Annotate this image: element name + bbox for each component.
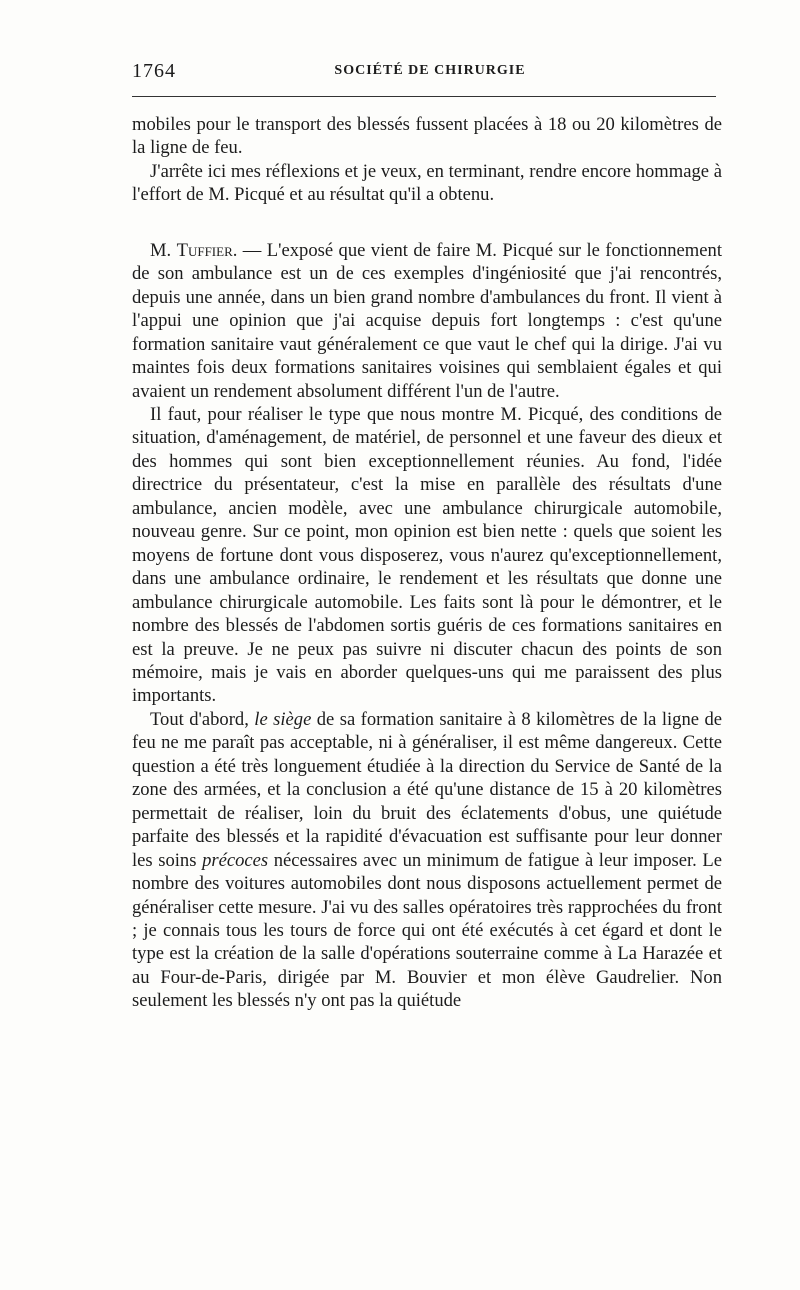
paragraph-conditions: Il faut, pour réaliser le type que nous montre M. Picqué, des conditions de situation, d'aménagement, de matériel, de personnel et une faveur des dieux et des hommes qui sont bien exceptionnellement réunies. Au fond, l'idée directrice du présentateur, c'est la mise en parallèle des résultats d'une ambulance, ancien modèle, avec une ambulance chirurgicale automobile, nouveau genre. Sur ce point, mon opinion est bien nette : quels que soient les moyens de fortune dont vous disposerez, vous n'aurez qu'exceptionnellement, dans une ambulance ordinaire, le rendement et les résultats que donne une ambulance chirurgicale automobile. Les faits sont là pour le démontrer, et le nombre des blessés de l'abdomen sortis guéris de ces formations sanitaires en est la preuve. Je ne peux pas suivre ni discuter chacun des points de son mémoire, mais je vais en aborder quelques-uns qui me paraissent des plus importants. [132,403,722,707]
paragraph-siege [132,708,722,1013]
paragraph-continuation: mobiles pour le transport des blessés fussent placées à 18 ou 20 kilomètres de la ligne de feu. [132,114,722,159]
speaker-prefix: M. [150,239,177,261]
paragraph-text: L'exposé que vient de faire M. Picqué sur le fonctionnement de son ambulance est un de ces exemples d'ingéniosité que j'ai rencontrés, depuis une année, dans un bien grand nombre d'ambulances du front. Il vient à l'appui une opinion que j'ai acquise depuis fort longtemps : c'est qu'une formation sanitaire vaut généralement ce que vaut le chef qui la dirige. J'ai vu maintes fois deux formations sanitaires voisines qui semblaient égales et qui avaient un rendement absolument différent l'un de l'autre. [132,239,722,402]
paragraph-text-segment: nécessaires avec un minimum de fatigue à leur imposer. Le nombre des voitures automobiles dont nous disposons actuellement permet de généraliser cette mesure. J'ai vu des salles opératoires très rapprochées du front ; je connais tous les tours de force qui ont été exécutés à cet égard et dont le type est la création de la salle d'opérations souterraine comme à La Harazée et au Four-de-Paris, dirigée par M. Bouvier et mon élève Gaudrelier. Non seulement les blessés n'y ont pas la quiétude [132,849,723,1012]
paragraph-tuffier-intervention [132,239,722,403]
running-head: SOCIÉTÉ DE CHIRURGIE [334,63,526,78]
speaker-name: Tuffier [176,239,233,261]
section-gap [132,207,722,239]
italic-precoces: précoces [202,849,269,871]
italic-le-siege: le siège [254,708,312,730]
page-number: 1764 [132,60,176,82]
paragraph-text-segment: Tout d'abord, [150,708,255,730]
speaker-suffix: . — [232,239,267,261]
body-text [132,113,722,1013]
paragraph-closing: J'arrête ici mes réflexions et je veux, en terminant, rendre encore hommage à l'effort de M. Picqué et au résultat qu'il a obtenu. [132,160,722,206]
paragraph-text-segment: de sa formation sanitaire à 8 kilomètres de la ligne de feu ne me paraît pas acceptable, ni à généraliser, il est même dangereux. Cette question a été très longuement étudiée à la direction du Service de Santé de la zone des armées, et la conclusion a été qu'une distance de 15 à 20 kilomètres permettait de réaliser, loin du bruit des éclatements d'obus, une quiétude parfaite des blessés et la rapidité d'évacuation est suffisante pour leur donner les soins [132,708,722,871]
header-rule [132,96,716,97]
page-header [132,60,716,84]
